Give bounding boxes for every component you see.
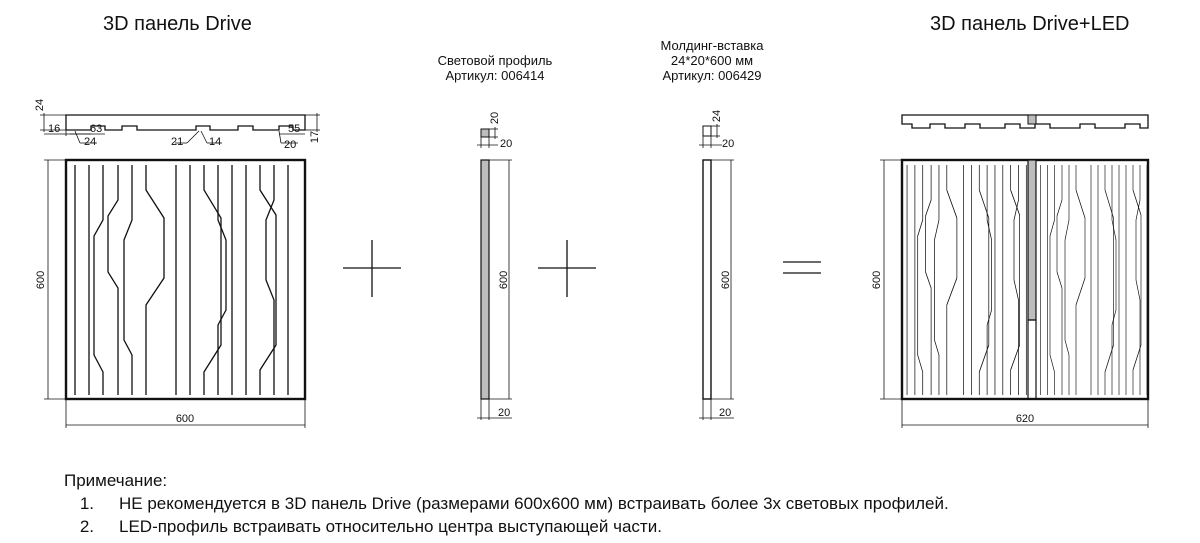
plus-sign-2	[538, 240, 596, 297]
molding-dim-length: 600	[720, 270, 732, 290]
dim-groove-c-sub: 20	[284, 139, 297, 151]
dim-depth: 17	[309, 130, 321, 144]
right-panel-front-view	[871, 160, 1148, 428]
dim-groove-b: 21	[171, 136, 184, 148]
molding-drawing	[699, 110, 734, 420]
molding-article: Артикул: 006429	[662, 68, 762, 83]
note-text: LED-профиль встраивать относительно центра выступающей части.	[119, 517, 662, 536]
light-profile-drawing	[477, 112, 512, 420]
molding-dim-h: 24	[711, 109, 723, 123]
right-panel-section-view	[902, 115, 1148, 128]
light-profile-dim-w: 20	[500, 138, 513, 150]
notes-heading: Примечание:	[64, 471, 168, 490]
note-item-1	[64, 492, 949, 515]
dim-panel-height: 600	[35, 270, 47, 290]
right-panel-dim-height: 600	[871, 270, 883, 290]
light-profile-dim-h: 20	[489, 111, 501, 125]
light-profile-dim-length: 600	[498, 270, 510, 290]
light-profile-article: Артикул: 006414	[445, 68, 545, 83]
equals-sign	[783, 262, 821, 273]
molding-size: 24*20*600 мм	[670, 53, 754, 68]
notes-block	[64, 469, 949, 538]
left-panel-title: 3D панель Drive	[103, 13, 252, 35]
molding-name: Молдинг-вставка	[660, 38, 764, 53]
dim-groove-c: 55	[288, 123, 301, 135]
note-number: 2.	[79, 517, 94, 536]
right-panel-dim-width: 620	[1015, 413, 1035, 425]
dim-panel-width: 600	[175, 413, 195, 425]
dim-thickness: 24	[34, 98, 46, 112]
dim-edge: 16	[48, 123, 61, 135]
molding-dim-bottom: 20	[719, 407, 732, 419]
light-profile-name: Световой профиль	[437, 53, 553, 68]
light-profile-dim-bottom: 20	[498, 407, 511, 419]
dim-groove-a-sub: 24	[84, 136, 97, 148]
dim-groove-b-sub: 14	[209, 136, 222, 148]
left-panel-section-view	[34, 99, 321, 151]
note-number: 1.	[79, 494, 94, 513]
note-text: НЕ рекомендуется в 3D панель Drive (размерами 600х600 мм) встраивать более 3х световых профилей.	[119, 494, 949, 513]
molding-dim-w: 20	[722, 138, 735, 150]
dim-groove-a: 63	[90, 123, 103, 135]
left-panel-front-view	[35, 160, 305, 428]
note-item-2	[64, 515, 949, 538]
plus-sign-1	[343, 240, 401, 297]
right-panel-title: 3D панель Drive+LED	[930, 13, 1130, 35]
